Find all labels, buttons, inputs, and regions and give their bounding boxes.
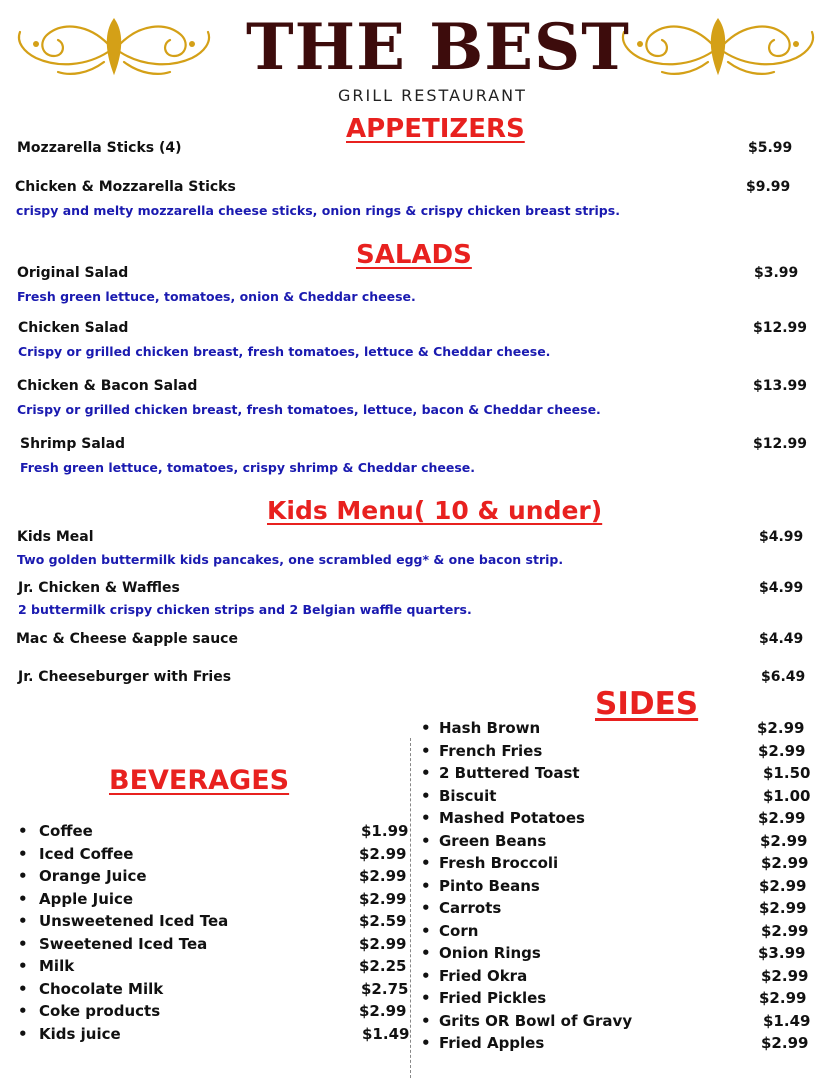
menu-item-price: $4.99 bbox=[759, 529, 804, 545]
item-name: Kids juice bbox=[39, 1024, 121, 1043]
item-price: $3.99 bbox=[758, 944, 806, 962]
menu-item-name: Chicken & Bacon Salad bbox=[17, 378, 198, 394]
sides-list bbox=[421, 717, 821, 1055]
menu-item-name: Jr. Chicken & Waffles bbox=[18, 580, 180, 596]
list-item bbox=[18, 933, 408, 956]
list-item bbox=[18, 888, 408, 911]
bullet-icon: • bbox=[18, 1024, 28, 1043]
bullet-icon: • bbox=[18, 867, 28, 885]
bullet-icon: • bbox=[18, 822, 28, 840]
list-item bbox=[18, 843, 408, 866]
menu-item-name: Shrimp Salad bbox=[20, 436, 126, 452]
item-price: $1.49 bbox=[763, 1011, 811, 1030]
bullet-icon: • bbox=[421, 1011, 431, 1030]
bullet-icon: • bbox=[421, 876, 431, 895]
item-price: $2.99 bbox=[359, 867, 407, 885]
bullet-icon: • bbox=[18, 912, 28, 930]
list-item bbox=[421, 830, 821, 853]
item-name: Pinto Beans bbox=[439, 876, 540, 895]
item-name: Hash Brown bbox=[439, 719, 541, 737]
column-divider bbox=[410, 738, 411, 1078]
bullet-icon: • bbox=[421, 944, 431, 962]
appetizers-heading: APPETIZERS bbox=[346, 114, 525, 144]
item-name: Orange Juice bbox=[39, 867, 147, 885]
list-item bbox=[18, 820, 408, 843]
item-price: $2.59 bbox=[359, 912, 407, 930]
item-price: $2.99 bbox=[761, 1034, 809, 1052]
list-item bbox=[421, 1010, 821, 1033]
list-item bbox=[421, 852, 821, 875]
restaurant-tagline: GRILL RESTAURANT bbox=[338, 86, 527, 105]
item-name: Green Beans bbox=[439, 831, 547, 850]
item-name: Chocolate Milk bbox=[39, 979, 164, 998]
menu-item-name: Chicken & Mozzarella Sticks bbox=[15, 179, 236, 195]
item-price: $2.99 bbox=[359, 844, 407, 863]
list-item bbox=[18, 910, 408, 933]
item-price: $2.99 bbox=[759, 876, 807, 895]
item-price: $2.99 bbox=[759, 899, 807, 917]
item-name: Mashed Potatoes bbox=[439, 809, 585, 827]
bullet-icon: • bbox=[18, 957, 28, 975]
bullet-icon: • bbox=[421, 1034, 431, 1052]
item-price: $1.99 bbox=[361, 822, 409, 840]
menu-item-price: $4.99 bbox=[759, 580, 804, 596]
item-name: Coke products bbox=[39, 1002, 161, 1020]
list-item bbox=[421, 740, 821, 763]
menu-item-price: $5.99 bbox=[748, 140, 793, 156]
item-name: Milk bbox=[39, 957, 75, 975]
menu-item-price: $9.99 bbox=[746, 179, 791, 195]
bullet-icon: • bbox=[421, 786, 431, 805]
bullet-icon: • bbox=[421, 741, 431, 760]
item-name: Corn bbox=[439, 921, 479, 940]
item-price: $2.25 bbox=[359, 957, 407, 975]
item-price: $1.49 bbox=[362, 1024, 410, 1043]
bullet-icon: • bbox=[421, 809, 431, 827]
bullet-icon: • bbox=[18, 979, 28, 998]
menu-item-price: $3.99 bbox=[754, 265, 799, 281]
bullet-icon: • bbox=[421, 831, 431, 850]
list-item bbox=[421, 987, 821, 1010]
list-item bbox=[18, 865, 408, 888]
item-price: $1.00 bbox=[763, 786, 811, 805]
item-name: Fresh Broccoli bbox=[439, 854, 559, 872]
sides-heading: SIDES bbox=[595, 686, 699, 722]
item-name: Iced Coffee bbox=[39, 844, 134, 863]
left-ornament-icon bbox=[8, 10, 220, 80]
item-name: Fried Pickles bbox=[439, 989, 547, 1007]
item-name: French Fries bbox=[439, 741, 543, 760]
kids-menu-heading: Kids Menu( 10 & under) bbox=[267, 496, 603, 525]
item-price: $2.99 bbox=[359, 934, 407, 953]
item-name: Onion Rings bbox=[439, 944, 541, 962]
menu-item-name: Jr. Cheeseburger with Fries bbox=[18, 669, 232, 685]
menu-item-price: $12.99 bbox=[753, 436, 808, 452]
menu-item-name: Chicken Salad bbox=[18, 320, 129, 336]
salads-heading: SALADS bbox=[356, 240, 472, 270]
item-name: 2 Buttered Toast bbox=[439, 764, 580, 782]
menu-item-price: $12.99 bbox=[753, 320, 808, 336]
bullet-icon: • bbox=[421, 921, 431, 940]
list-item bbox=[421, 897, 821, 920]
item-name: Unsweetened Iced Tea bbox=[39, 912, 229, 930]
item-price: $2.99 bbox=[359, 889, 407, 908]
list-item bbox=[421, 875, 821, 898]
menu-item-name: Kids Meal bbox=[17, 529, 94, 545]
bullet-icon: • bbox=[421, 899, 431, 917]
item-price: $2.99 bbox=[761, 854, 809, 872]
list-item bbox=[18, 978, 408, 1001]
item-price: $2.99 bbox=[758, 809, 806, 827]
item-price: $2.99 bbox=[359, 1002, 407, 1020]
item-price: $2.99 bbox=[758, 741, 806, 760]
menu-item-name: Mac & Cheese &apple sauce bbox=[16, 631, 238, 647]
beverages-list bbox=[18, 820, 408, 1045]
item-price: $1.50 bbox=[763, 764, 811, 782]
right-ornament-icon bbox=[612, 10, 824, 80]
item-name: Apple Juice bbox=[39, 889, 134, 908]
item-name: Fried Apples bbox=[439, 1034, 545, 1052]
item-price: $2.99 bbox=[759, 989, 807, 1007]
item-price: $2.99 bbox=[761, 921, 809, 940]
list-item bbox=[421, 717, 821, 740]
item-price: $2.99 bbox=[761, 966, 809, 985]
item-name: Grits OR Bowl of Gravy bbox=[439, 1011, 633, 1030]
item-name: Coffee bbox=[39, 822, 93, 840]
menu-item-description: crispy and melty mozzarella cheese sticks, onion rings & crispy chicken breast strips. bbox=[16, 203, 620, 218]
restaurant-name: THE BEST bbox=[246, 10, 630, 85]
list-item bbox=[18, 1023, 408, 1046]
menu-item-price: $13.99 bbox=[753, 378, 808, 394]
beverages-heading: BEVERAGES bbox=[109, 765, 290, 796]
list-item bbox=[421, 807, 821, 830]
list-item bbox=[421, 785, 821, 808]
list-item bbox=[421, 1032, 821, 1055]
item-name: Fried Okra bbox=[439, 966, 528, 985]
item-name: Carrots bbox=[439, 899, 502, 917]
menu-item-description: 2 buttermilk crispy chicken strips and 2 Belgian waffle quarters. bbox=[18, 602, 472, 617]
menu-item-name: Original Salad bbox=[17, 265, 129, 281]
bullet-icon: • bbox=[421, 966, 431, 985]
bullet-icon: • bbox=[421, 764, 431, 782]
list-item bbox=[421, 762, 821, 785]
list-item bbox=[421, 965, 821, 988]
bullet-icon: • bbox=[421, 989, 431, 1007]
menu-item-price: $4.49 bbox=[759, 631, 804, 647]
bullet-icon: • bbox=[421, 719, 431, 737]
menu-item-description: Fresh green lettuce, tomatoes, onion & Cheddar cheese. bbox=[17, 289, 416, 304]
bullet-icon: • bbox=[421, 854, 431, 872]
menu-item-description: Two golden buttermilk kids pancakes, one scrambled egg* & one bacon strip. bbox=[17, 552, 564, 567]
bullet-icon: • bbox=[18, 844, 28, 863]
item-price: $2.99 bbox=[760, 831, 808, 850]
item-name: Biscuit bbox=[439, 786, 497, 805]
item-name: Sweetened Iced Tea bbox=[39, 934, 208, 953]
menu-item-price: $6.49 bbox=[761, 669, 806, 685]
menu-item-description: Fresh green lettuce, tomatoes, crispy shrimp & Cheddar cheese. bbox=[20, 460, 476, 475]
list-item bbox=[421, 920, 821, 943]
bullet-icon: • bbox=[18, 1002, 28, 1020]
item-price: $2.75 bbox=[361, 979, 409, 998]
list-item bbox=[18, 1000, 408, 1023]
bullet-icon: • bbox=[18, 889, 28, 908]
item-price: $2.99 bbox=[757, 719, 805, 737]
list-item bbox=[421, 942, 821, 965]
list-item bbox=[18, 955, 408, 978]
bullet-icon: • bbox=[18, 934, 28, 953]
menu-item-description: Crispy or grilled chicken breast, fresh tomatoes, lettuce & Cheddar cheese. bbox=[18, 344, 551, 359]
menu-item-name: Mozzarella Sticks (4) bbox=[17, 140, 182, 156]
menu-item-description: Crispy or grilled chicken breast, fresh tomatoes, lettuce, bacon & Cheddar cheese. bbox=[17, 402, 601, 417]
